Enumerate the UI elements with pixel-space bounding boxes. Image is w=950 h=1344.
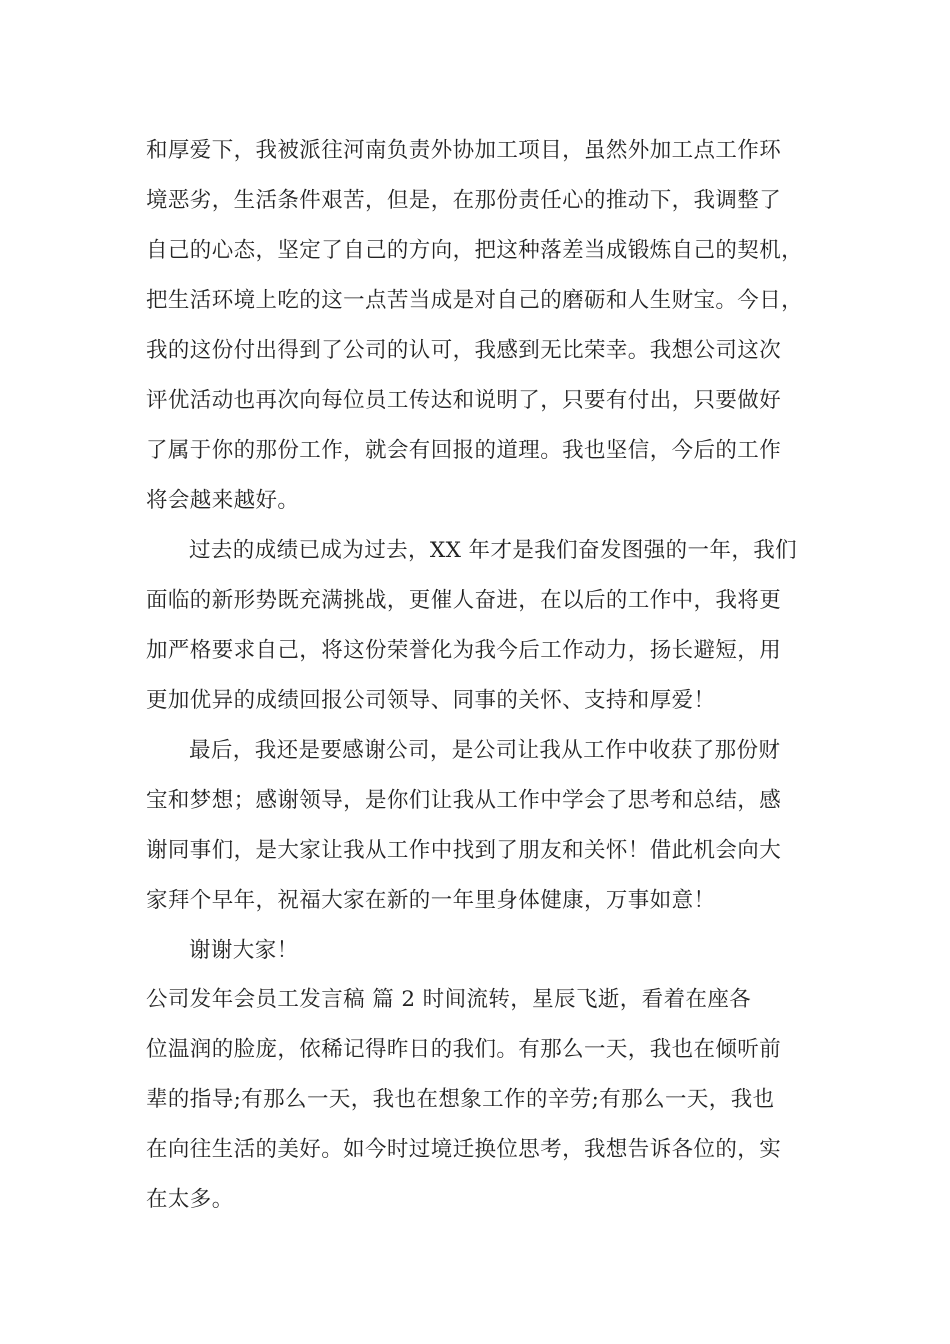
text-line: 加严格要求自己，将这份荣誉化为我今后工作动力，扬长避短，用 [146,638,782,663]
text-line: 自己的心态，坚定了自己的方向，把这种落差当成锻炼自己的契机， [146,238,804,263]
text-line: 和厚爱下，我被派往河南负责外协加工项目，虽然外加工点工作环 [146,138,782,163]
text-line: 了属于你的那份工作，就会有回报的道理。我也坚信，今后的工作 [146,438,782,463]
text-line: 家拜个早年，祝福大家在新的一年里身体健康，万事如意！ [146,888,716,913]
text-line: 宝和梦想；感谢领导，是你们让我从工作中学会了思考和总结，感 [146,788,782,813]
text-line: 在太多。 [146,1187,234,1212]
text-line: 在向往生活的美好。如今时过境迁换位思考，我想告诉各位的，实 [146,1137,782,1162]
text-line: 位温润的脸庞，依稀记得昨日的我们。有那么一天，我也在倾听前 [146,1037,782,1062]
text-line: 境恶劣，生活条件艰苦，但是，在那份责任心的推动下，我调整了 [146,188,782,213]
paragraph-start-line: 过去的成绩已成为过去，XX 年才是我们奋发图强的一年，我们 [189,538,798,563]
text-line: 把生活环境上吃的这一点苦当成是对自己的磨砺和人生财宝。今日， [146,288,804,313]
text-line: 面临的新形势既充满挑战，更催人奋进，在以后的工作中，我将更 [146,588,782,613]
paragraph-start-line: 最后，我还是要感谢公司，是公司让我从工作中收获了那份财 [189,738,781,763]
text-line: 将会越来越好。 [146,488,300,513]
closing-line: 谢谢大家！ [189,938,299,963]
text-line: 谢同事们，是大家让我从工作中找到了朋友和关怀！借此机会向大 [146,838,782,863]
text-line: 更加优异的成绩回报公司领导、同事的关怀、支持和厚爱！ [146,688,716,713]
section-heading-line: 公司发年会员工发言稿 篇 2 时间流转，星辰飞逝，看着在座各 [146,987,752,1012]
text-line: 我的这份付出得到了公司的认可，我感到无比荣幸。我想公司这次 [146,338,782,363]
text-line: 评优活动也再次向每位员工传达和说明了，只要有付出，只要做好 [146,388,782,413]
text-line: 辈的指导;有那么一天，我也在想象工作的辛劳;有那么一天，我也 [146,1087,775,1112]
